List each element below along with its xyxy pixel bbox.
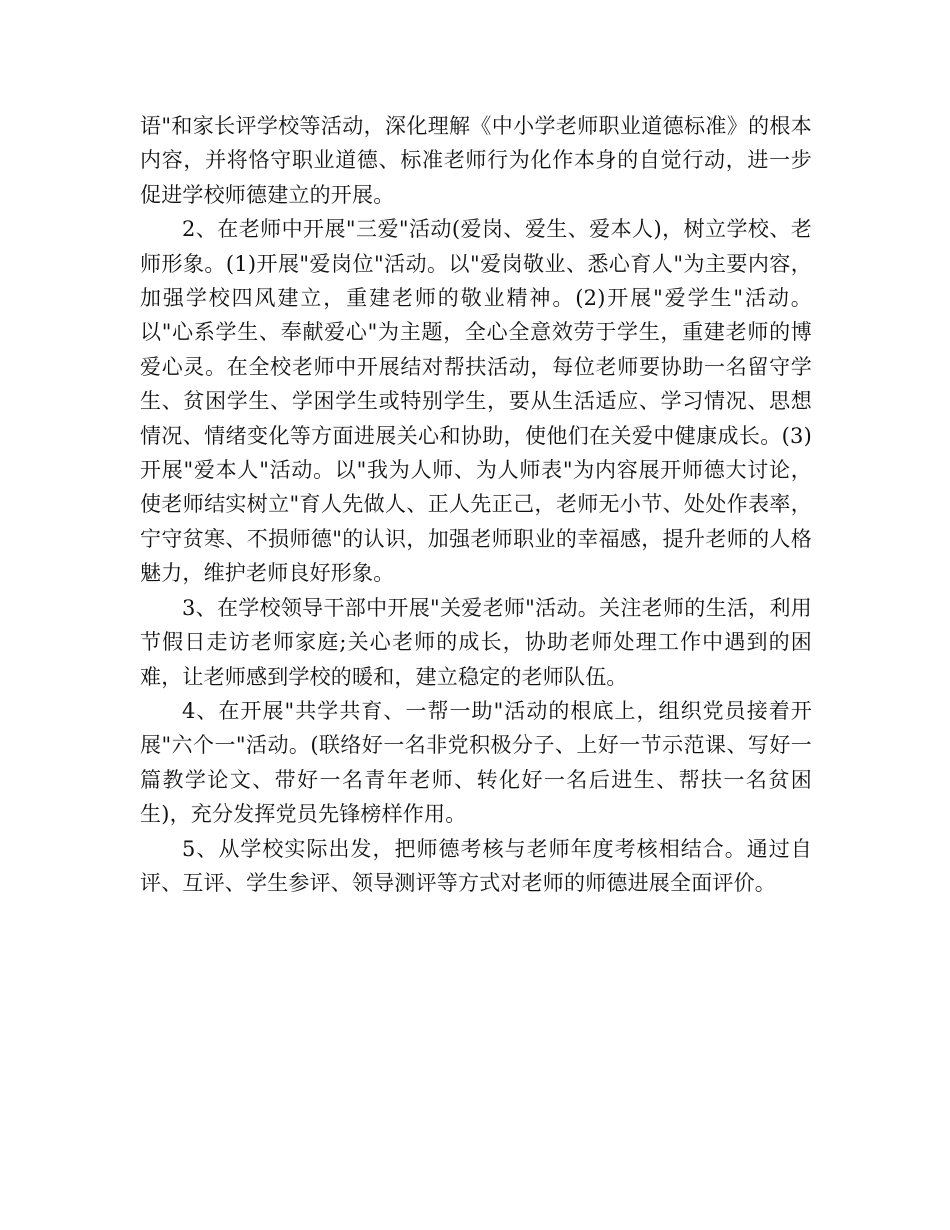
- paragraph-item-5: 5、从学校实际出发，把师德考核与老师年度考核相结合。通过自评、互评、学生参评、领导测评等方式对老师的师德进展全面评价。: [140, 836, 812, 895]
- paragraph-item-2: 2、在老师中开展"三爱"活动(爱岗、爱生、爱本人)，树立学校、老师形象。(1)开展"爱岗位"活动。以"爱岗敬业、悉心育人"为主要内容，加强学校四风建立，重建老师的敬业精神。(2)开展"爱学生"活动。以"心系学生、奉献爱心"为主题，全心全意效劳于学生，重建老师的博爱心灵。在全校老师中开展结对帮扶活动，每位老师要协助一名留守学生、贫困学生、学困学生或特别学生，要从生活适应、学习情况、思想情况、情绪变化等方面进展关心和协助，使他们在关爱中健康成长。(3)开展"爱本人"活动。以"我为人师、为人师表"为内容展开师德大讨论，使老师结实树立"育人先做人、正人先正己，老师无小节、处处作表率，宁守贫寒、不损师德"的认识，加强老师职业的幸福感，提升老师的人格魅力，维护老师良好形象。: [140, 217, 812, 586]
- paragraph-item-4: 4、在开展"共学共育、一帮一助"活动的根底上，组织党员接着开展"六个一"活动。(联络好一名非党积极分子、上好一节示范课、写好一篇教学论文、带好一名青年老师、转化好一名后进生、帮扶一名贫困生)，充分发挥党员先锋榜样作用。: [140, 698, 812, 827]
- document-body: [140, 109, 812, 900]
- paragraph-continued: 语"和家长评学校等活动，深化理解《中小学老师职业道德标准》的根本内容，并将恪守职业道德、标准老师行为化作本身的自觉行动，进一步促进学校师德建立的开展。: [140, 114, 812, 207]
- paragraph-item-3: 3、在学校领导干部中开展"关爱老师"活动。关注老师的生活，利用节假日走访老师家庭;关心老师的成长，协助老师处理工作中遇到的困难，让老师感到学校的暖和，建立稳定的老师队伍。: [140, 595, 812, 689]
